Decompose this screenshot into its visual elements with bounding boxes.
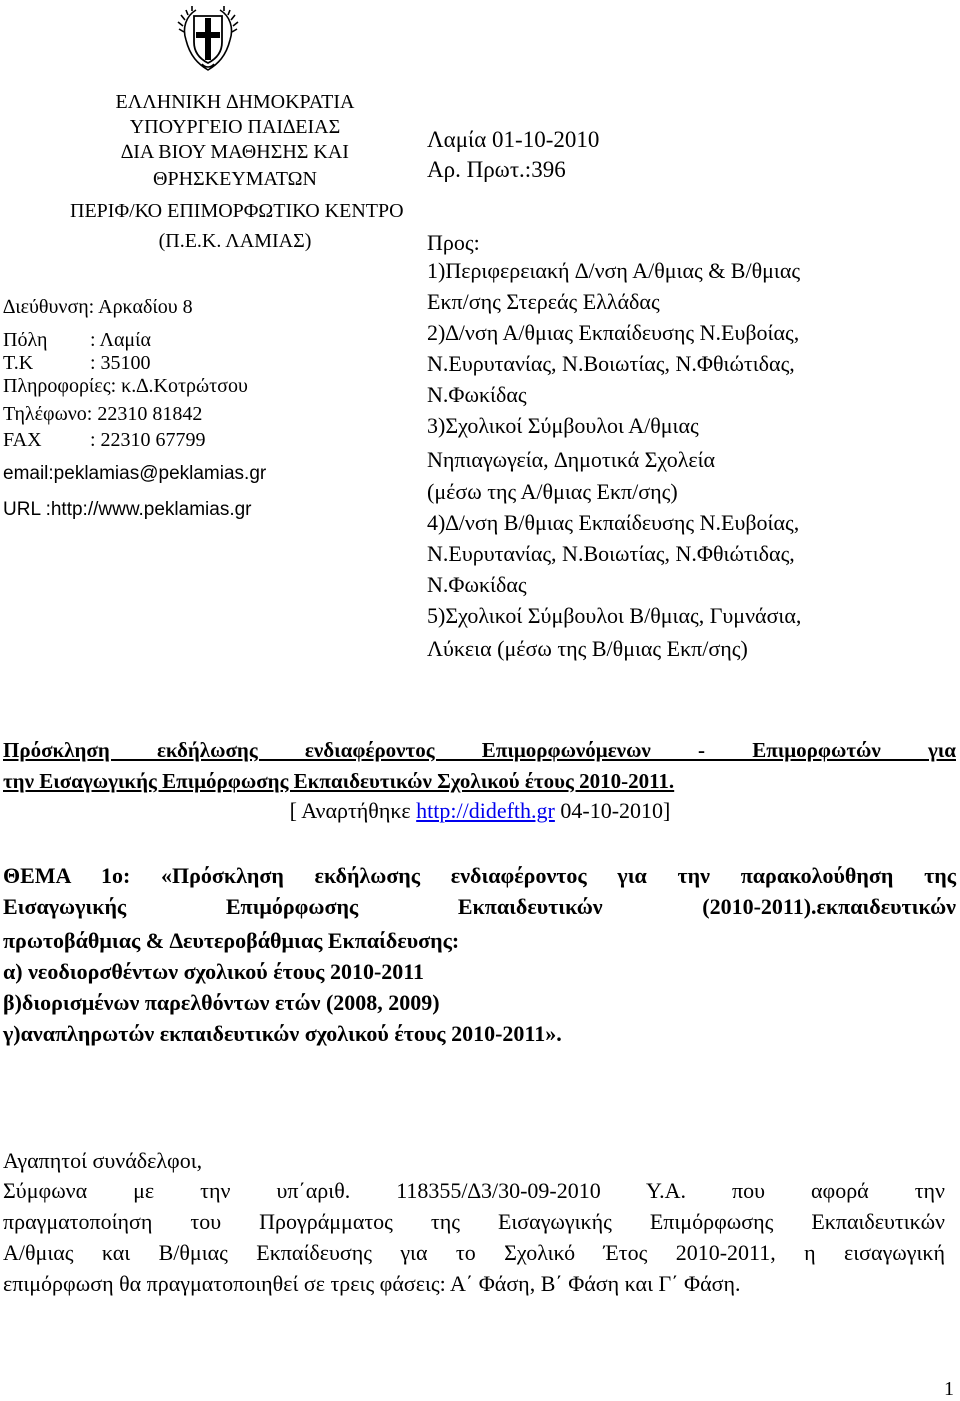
recipient-line: 2)∆/νση Α/θμιας Εκπαίδευσης Ν.Ευβοίας, [427,320,800,345]
contact-person: Πληροφορίες: κ.∆.Κοτρώτσου [3,375,248,397]
zip-value: : 35100 [90,352,151,374]
subject-line: ΘΕΜΑ 1ο: «Πρόσκληση εκδήλωσης ενδιαφέροντος για την παρακολούθηση της [3,863,956,888]
subject-line: Εισαγωγικής Επιμόρφωσης Εκπαιδευτικών (2010-2011).εκπαιδευτικών [3,894,956,919]
subject-line: πρωτοβάθμιας & ∆ευτεροβάθμιας Εκπαίδευσης: [3,928,460,953]
recipient-line: Ν.Ευρυτανίας, Ν.Βοιωτίας, Ν.Φθιώτιδας, [427,351,795,376]
announcement-title-line: Πρόσκληση εκδήλωσης ενδιαφέροντος Επιμορφωνόμενων - Επιμορφωτών για [3,738,956,762]
subject-line: γ)αναπληρωτών εκπαιδευτικών σχολικού έτους 2010-2011». [3,1021,562,1046]
zip-label: Τ.Κ [3,352,34,374]
greek-emblem-logo [172,2,244,74]
recipient-line: Νηπιαγωγεία, ∆ημοτικά Σχολεία [427,447,716,472]
body-line: επιμόρφωση θα πραγματοποιηθεί σε τρεις φάσεις: Α΄ Φάση, Β΄ Φάση και Γ΄ Φάση. [3,1271,741,1296]
header-line: ΕΛΛΗΝΙΚΗ ∆ΗΜΟΚΡΑΤΙΑ [115,91,355,113]
body-line: Σύμφωνα με την υπ΄αριθ. 118355/∆3/30-09-2010 Υ.Α. που αφορά την [3,1178,945,1203]
address: ∆ιεύθυνση: Αρκαδίου 8 [3,296,193,318]
city-value: : Λαμία [90,329,152,351]
posted-date: 04-10-2010] [554,798,671,823]
header-line: ΠΕΡΙΦ/ΚΟ ΕΠΙΜΟΡΦΩΤΙΚΟ ΚΕΝΤΡΟ [70,200,404,222]
fax-label: FAX [3,429,42,451]
recipient-line: Ν.Φωκίδας [427,572,527,597]
header-line: ΥΠΟΥΡΓΕΙΟ ΠΑΙ∆ΕΙΑΣ [129,116,341,138]
website-url: URL :http://www.peklamias.gr [3,499,252,520]
document-date: Λαμία 01-10-2010 [427,127,600,152]
fax-value: : 22310 67799 [90,429,206,451]
body-line: πραγματοποίηση του Προγράμματος της Εισαγωγικής Επιμόρφωσης Εκπαιδευτικών [3,1209,945,1234]
recipient-line: Λύκεια (μέσω της Β/θμιας Εκπ/σης) [427,636,748,661]
city-label: Πόλη [3,329,48,351]
didefth-link[interactable]: http://didefth.gr [416,798,555,823]
recipient-line: 5)Σχολικοί Σύμβουλοι Β/θμιας, Γυμνάσια, [427,603,802,628]
recipient-line: 4)∆/νση Β/θμιας Εκπαίδευσης Ν.Ευβοίας, [427,510,800,535]
recipient-line: Εκπ/σης Στερεάς Ελλάδας [427,289,660,314]
header-line: ∆ΙΑ ΒΙΟΥ ΜΑΘΗΣΗΣ ΚΑΙ [121,141,349,163]
body-line: Α/θμιας και Β/θμιας Εκπαίδευσης για το Σχολικό Έτος 2010-2011, η εισαγωγική [3,1240,945,1265]
page-number: 1 [944,1378,954,1400]
header-line: (Π.Ε.Κ. ΛΑΜΙΑΣ) [158,230,312,252]
recipient-line: Ν.Φωκίδας [427,382,527,407]
recipient-line: 3)Σχολικοί Σύμβουλοι Α/θμιας [427,413,699,438]
header-line: ΘΡΗΣΚΕΥΜΑΤΩΝ [153,168,317,190]
protocol-number: Αρ. Πρωτ.:396 [427,157,566,182]
recipient-line: Ν.Ευρυτανίας, Ν.Βοιωτίας, Ν.Φθιώτιδας, [427,541,795,566]
posted-note [0,798,960,824]
posted-prefix: [ Αναρτήθηκε [289,798,417,823]
subject-line: β)διορισμένων παρελθόντων ετών (2008, 2009) [3,990,440,1015]
subject-line: α) νεοδιορσθέντων σχολικού έτους 2010-2011 [3,959,425,984]
recipient-line: 1)Περιφερειακή ∆/νση Α/θμιας & Β/θμιας [427,258,801,283]
announcement-title-line: την Εισαγωγικής Επιμόρφωσης Εκπαιδευτικών Σχολικού έτους 2010-2011. [3,769,675,793]
greeting: Αγαπητοί συνάδελφοι, [3,1148,203,1173]
recipient-line: Προς: [427,230,480,255]
phone: Τηλέφωνο: 22310 81842 [3,403,203,425]
email: email:peklamias@peklamias.gr [3,463,267,484]
recipient-line: (μέσω της Α/θμιας Εκπ/σης) [427,479,678,504]
